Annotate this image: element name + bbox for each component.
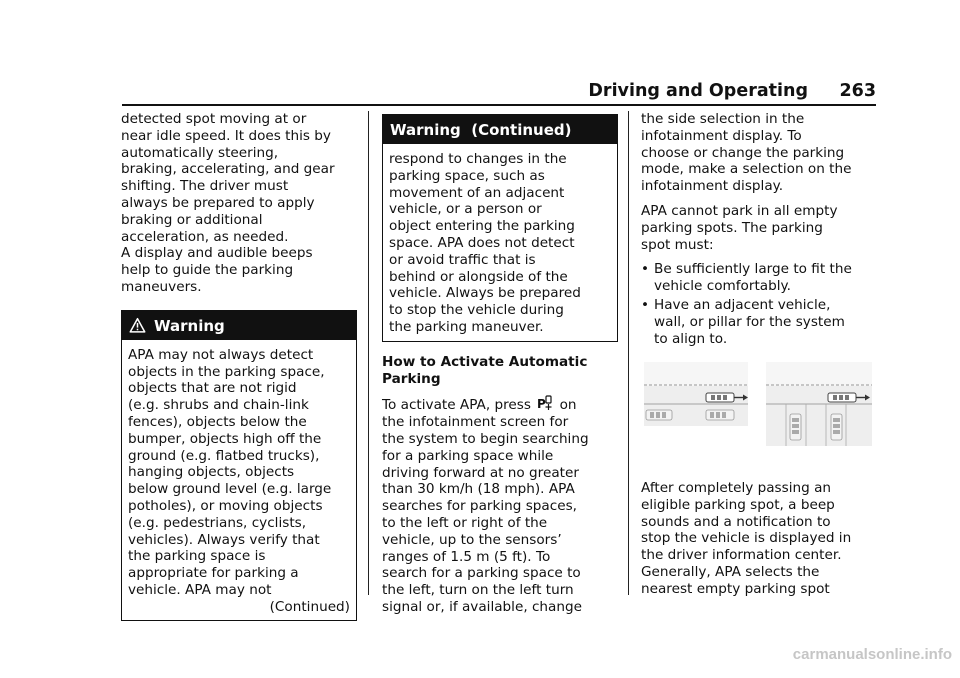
col3-paragraph-1	[641, 111, 881, 195]
text-line: signal or, if available, change	[382, 598, 582, 615]
text-line: Parking	[382, 370, 441, 387]
section-heading	[382, 354, 618, 388]
text-line: vehicle. Always be prepared	[389, 285, 581, 302]
parked-car-icon	[831, 414, 842, 440]
text-line: or avoid traffic that is	[389, 251, 536, 268]
text-line: near idle speed. It does this by	[121, 127, 331, 144]
parking-spot-diagram	[644, 358, 872, 450]
text-line: searches for parking spaces,	[382, 498, 577, 515]
text-line: How to Activate Automatic	[382, 353, 588, 370]
warning-triangle-icon	[129, 317, 146, 334]
text-line: the left, turn on the left turn	[382, 582, 574, 599]
text-line: After completely passing an	[641, 480, 832, 496]
text-fragment: To activate APA, press	[382, 397, 531, 414]
text-line: the system to begin searching	[382, 430, 589, 447]
col1-paragraph-1	[121, 111, 357, 245]
column-3	[641, 111, 881, 355]
text-line: space. APA does not detect	[389, 234, 575, 251]
text-line: parking spots. The parking	[641, 219, 823, 236]
parked-car-icon	[706, 410, 734, 420]
text-line: • Have an adjacent vehicle,	[654, 296, 831, 313]
text-line: search for a parking space to	[382, 565, 581, 582]
text-line: ranges of 1.5 m (5 ft). To	[382, 548, 551, 565]
col3-paragraph-2	[641, 203, 881, 253]
text-line: automatically steering,	[121, 144, 279, 161]
warning-continued: (Continued)	[269, 598, 350, 615]
text-line: stop the vehicle is displayed in	[641, 530, 852, 547]
text-line: ground (e.g. flatbed trucks),	[128, 447, 320, 464]
text-line: infotainment display.	[641, 178, 784, 195]
text-line: behind or alongside of the	[389, 268, 568, 285]
text-line: help to guide the parking	[121, 262, 294, 279]
page-header-title: Driving and Operating	[588, 81, 808, 101]
text-line: APA may not always detect	[128, 346, 314, 363]
watermark: carmanualsonline.info	[792, 646, 952, 663]
text-line: bumper, objects high off the	[128, 430, 322, 447]
column-2	[382, 111, 618, 624]
perpendicular-parking-panel	[766, 362, 872, 446]
parked-car-icon	[646, 410, 672, 420]
text-line: detected spot moving at or	[121, 111, 307, 127]
text-line: nearest empty parking spot	[641, 580, 830, 597]
text-line: vehicle, or a person or	[389, 201, 542, 218]
text-line: infotainment display. To	[641, 127, 802, 144]
text-line: driving forward at no greater	[382, 464, 579, 481]
list-item	[641, 297, 881, 347]
text-line: parking space, such as	[389, 167, 545, 184]
text-line: choose or change the parking	[641, 144, 845, 161]
text-line: vehicle. APA may not	[128, 581, 272, 598]
warning-continued-body	[383, 144, 617, 341]
text-line: APA cannot park in all empty	[641, 202, 838, 219]
text-line: sounds and a notification to	[641, 513, 831, 530]
warning-continued-header	[383, 115, 617, 144]
text-line: hanging objects, objects	[128, 464, 295, 481]
text-line: (e.g. shrubs and chain-link	[128, 397, 309, 414]
text-line: always be prepared to apply	[121, 194, 315, 211]
text-line: Generally, APA selects the	[641, 563, 820, 580]
text-line: maneuvers.	[121, 278, 202, 295]
text-line: object entering the parking	[389, 218, 575, 235]
text-line: the parking space is	[128, 548, 266, 565]
text-line: movement of an adjacent	[389, 184, 565, 201]
text-line: wall, or pillar for the system	[654, 313, 845, 330]
text-line: the parking maneuver.	[389, 318, 544, 335]
warning-box	[121, 310, 357, 621]
text-fragment: on	[559, 397, 577, 414]
text-line: vehicles). Always verify that	[128, 531, 320, 548]
text-line: braking, accelerating, and gear	[121, 161, 335, 178]
text-line: below ground level (e.g. large	[128, 481, 332, 498]
text-line: shifting. The driver must	[121, 178, 289, 195]
svg-text:P: P	[537, 397, 547, 412]
page-number: 263	[839, 81, 876, 101]
text-line: vehicle, up to the sensors’	[382, 531, 562, 548]
text-line: the side selection in the	[641, 111, 805, 127]
warning-continued-box	[382, 114, 618, 342]
text-line: the driver information center.	[641, 547, 842, 564]
text-line: • Be sufficiently large to fit the	[654, 261, 852, 278]
text-line: acceleration, as needed.	[121, 228, 289, 245]
text-line: potholes), or moving objects	[128, 497, 323, 514]
list-item	[641, 261, 881, 295]
text-line: vehicle comfortably.	[654, 278, 791, 295]
text-line: mode, make a selection on the	[641, 161, 852, 178]
text-line: eligible parking spot, a beep	[641, 496, 835, 513]
parallel-parking-panel	[644, 362, 748, 426]
warning-continued-heading: Warning (Continued)	[390, 121, 572, 139]
header-rule	[122, 104, 876, 106]
text-line: than 30 km/h (18 mph). APA	[382, 481, 575, 498]
text-line: to stop the vehicle during	[389, 302, 564, 319]
text-line: the infotainment screen for	[382, 414, 569, 431]
text-line: braking or additional	[121, 211, 263, 228]
text-line: objects that are not rigid	[128, 380, 297, 397]
text-line: to the left or right of the	[382, 514, 548, 531]
column-divider-1	[368, 111, 369, 595]
text-line: appropriate for parking a	[128, 565, 299, 582]
column-1	[121, 111, 357, 621]
text-line: A display and audible beeps	[121, 245, 313, 262]
col3-paragraph-3	[641, 480, 881, 598]
text-line: to align to.	[654, 330, 728, 347]
warning-header	[122, 311, 356, 340]
text-line	[382, 395, 618, 414]
requirements-list	[641, 261, 881, 347]
warning-heading: Warning	[154, 316, 225, 335]
text-line: fences), objects below the	[128, 413, 307, 430]
text-line: (e.g. pedestrians, cyclists,	[128, 514, 307, 531]
text-line: objects in the parking space,	[128, 363, 325, 380]
col1-paragraph-2	[121, 245, 357, 295]
text-line: spot must:	[641, 236, 714, 253]
text-line: for a parking space while	[382, 447, 554, 464]
park-assist-icon	[537, 395, 553, 411]
col2-paragraph	[382, 395, 618, 615]
warning-body	[122, 340, 356, 620]
parked-car-icon	[790, 414, 801, 440]
text-line: respond to changes in the	[389, 151, 567, 167]
column-divider-2	[628, 111, 629, 595]
